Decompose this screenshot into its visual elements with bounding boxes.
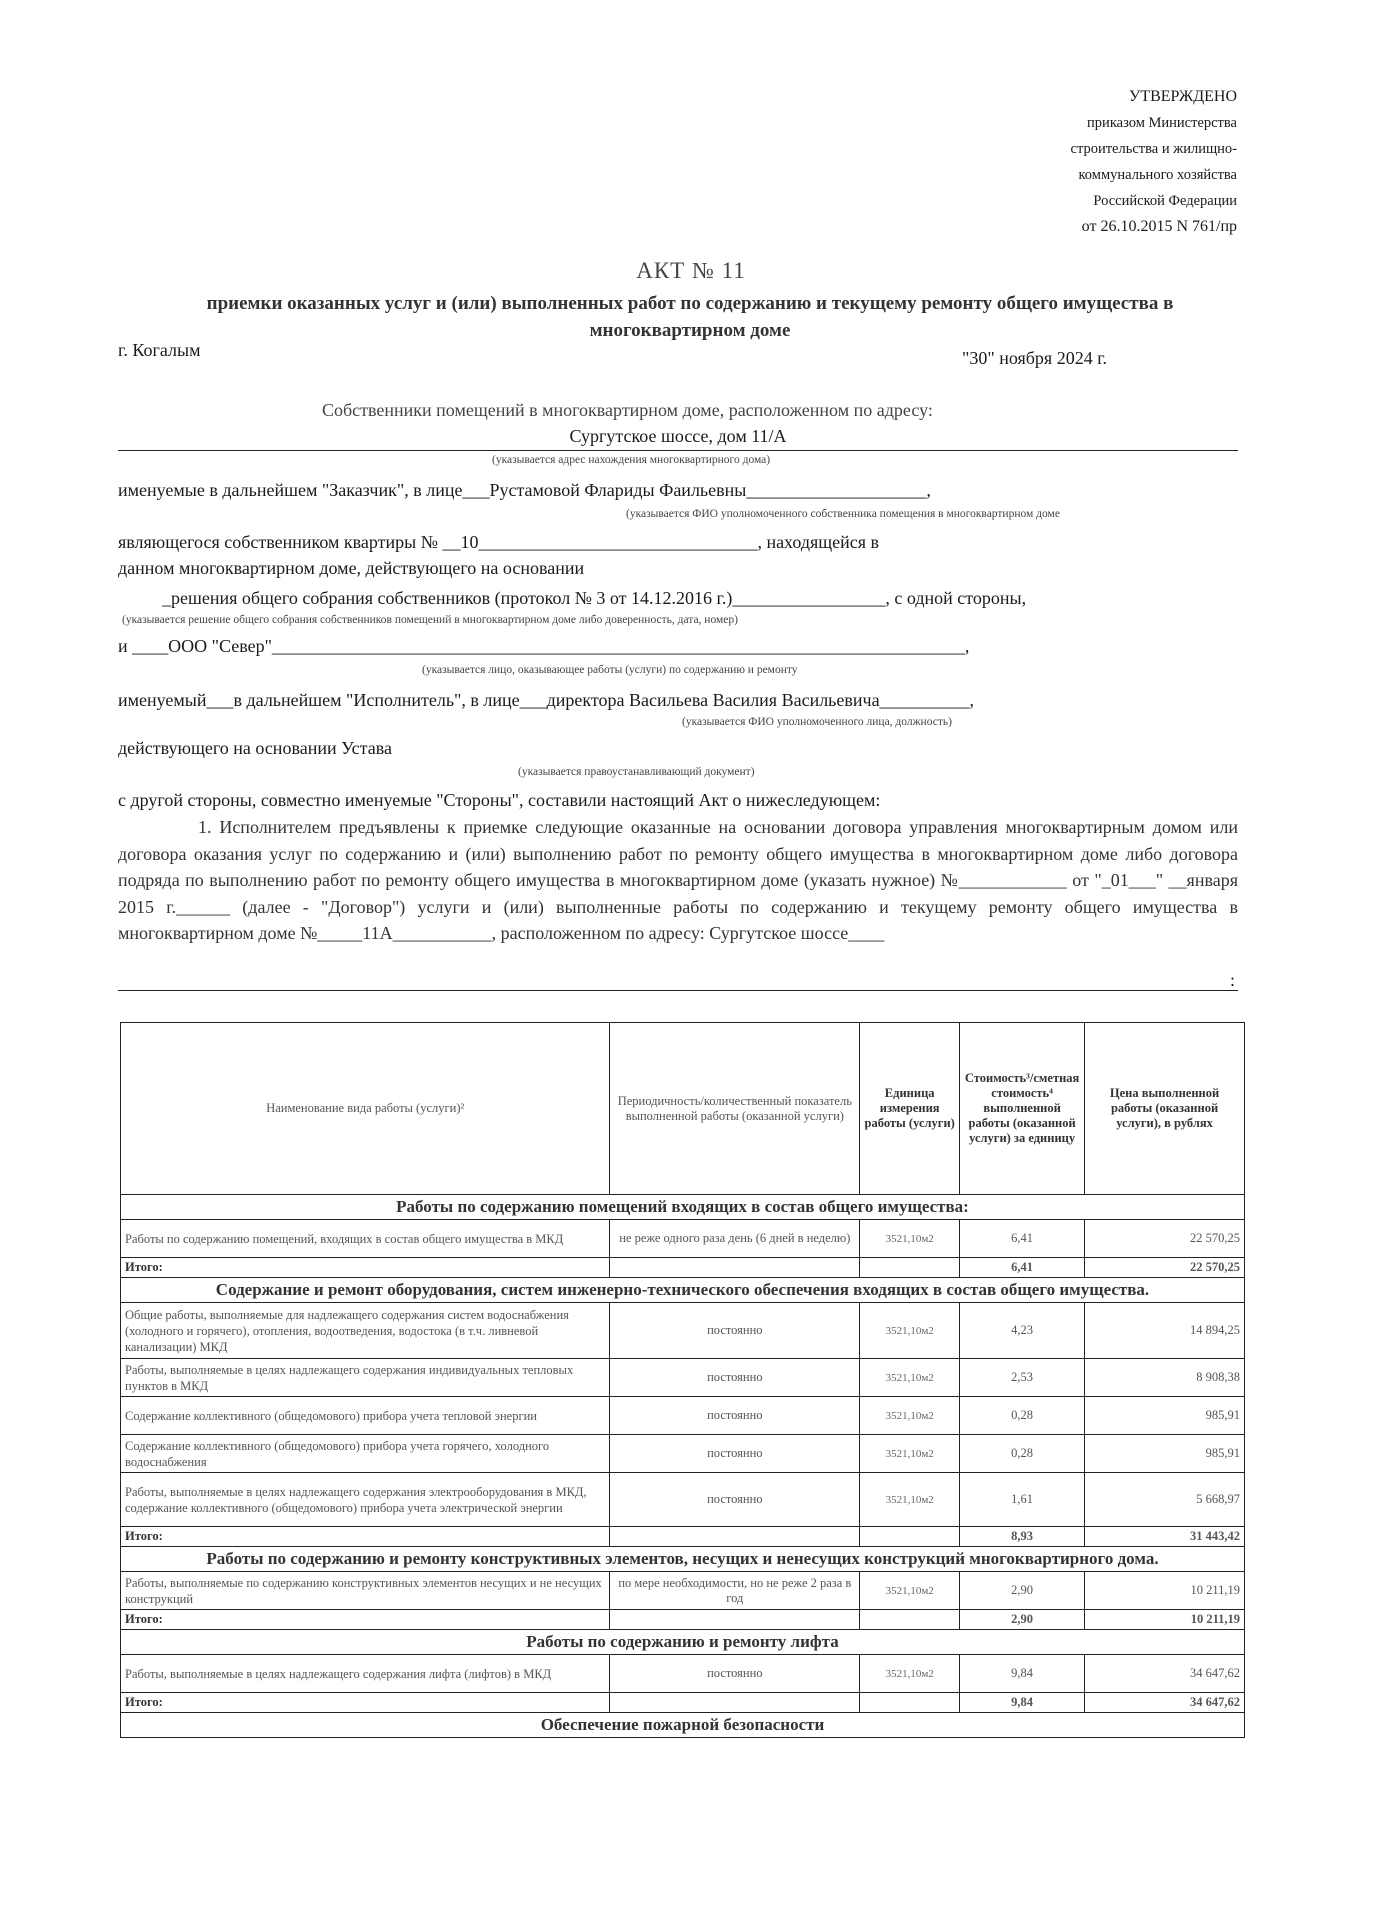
service-unit: 3521,10м2 — [860, 1397, 960, 1435]
header-period: Периодичность/количественный показатель выполненной работы (оказанной услуги) — [610, 1023, 860, 1195]
section-row — [121, 1195, 1245, 1220]
act-date: "30" ноября 2024 г. — [962, 348, 1108, 368]
decision-hint: (указывается решение общего собрания собственников помещений в многоквартирном доме либо доверенность, дата, номер) — [122, 614, 738, 626]
service-name: Содержание коллективного (общедомового) прибора учета тепловой энергии — [121, 1397, 610, 1435]
colon: : — [1230, 970, 1236, 990]
service-cost: 0,28 — [960, 1435, 1085, 1473]
total-empty — [610, 1693, 860, 1713]
service-period: постоянно — [610, 1359, 860, 1397]
approval-line: строительства и жилищно- — [1070, 141, 1237, 157]
total-row — [121, 1527, 1245, 1547]
owner-apartment-line: являющегося собственником квартиры № __10_______________________________, находящейся в — [118, 532, 880, 552]
service-cost: 4,23 — [960, 1303, 1085, 1359]
service-unit: 3521,10м2 — [860, 1359, 960, 1397]
header-name: Наименование вида работы (услуги)² — [121, 1023, 610, 1195]
table-row — [121, 1303, 1245, 1359]
service-unit: 3521,10м2 — [860, 1303, 960, 1359]
table-row — [121, 1359, 1245, 1397]
owners-line: Собственники помещений в многоквартирном доме, расположенном по адресу: — [322, 400, 933, 420]
total-price: 31 443,42 — [1085, 1527, 1245, 1547]
total-label: Итого: — [121, 1693, 610, 1713]
section-title: Работы по содержанию помещений входящих в состав общего имущества: — [121, 1195, 1245, 1220]
section-row — [121, 1547, 1245, 1572]
total-price: 10 211,19 — [1085, 1610, 1245, 1630]
section-row — [121, 1278, 1245, 1303]
service-price: 5 668,97 — [1085, 1473, 1245, 1527]
total-label: Итого: — [121, 1527, 610, 1547]
total-cost: 8,93 — [960, 1527, 1085, 1547]
table-row — [121, 1397, 1245, 1435]
city: г. Когалым — [118, 340, 201, 360]
total-label: Итого: — [121, 1258, 610, 1278]
act-title: АКТ № 11 — [636, 258, 746, 283]
table-row — [121, 1473, 1245, 1527]
approval-stamp — [1071, 84, 1237, 240]
service-unit: 3521,10м2 — [860, 1572, 960, 1610]
total-empty — [860, 1258, 960, 1278]
service-period: постоянно — [610, 1655, 860, 1693]
service-price: 34 647,62 — [1085, 1655, 1245, 1693]
total-empty — [610, 1527, 860, 1547]
total-cost: 9,84 — [960, 1693, 1085, 1713]
total-empty — [610, 1258, 860, 1278]
services-table — [120, 1022, 1245, 1738]
decision-line: _решения общего собрания собственников (протокол № 3 от 14.12.2016 г.)_________________, с одной стороны, — [162, 588, 1027, 608]
table-body — [121, 1195, 1245, 1738]
service-unit: 3521,10м2 — [860, 1220, 960, 1258]
service-price: 985,91 — [1085, 1397, 1245, 1435]
service-price: 10 211,19 — [1085, 1572, 1245, 1610]
total-empty — [860, 1693, 960, 1713]
service-name: Работы, выполняемые по содержанию конструктивных элементов несущих и не несущих конструкций — [121, 1572, 610, 1610]
charter-hint: (указывается правоустанавливающий документ) — [518, 766, 755, 778]
service-cost: 6,41 — [960, 1220, 1085, 1258]
parties-line: с другой стороны, совместно именуемые "Стороны", составили настоящий Акт о нижеследующем: — [118, 790, 881, 810]
charter-line: действующего на основании Устава — [118, 738, 392, 758]
address-field — [118, 426, 1238, 451]
paragraph-1: 1. Исполнителем предъявлены к приемке следующие оказанные на основании договора управления многоквартирным домом или договора оказания услуг по содержанию и (или) выполнению работ по ремонту общего имущества в многоквартирном доме либо договора подряда по выполнению работ по ремонту общего имущества в многоквартирном доме (указать нужное) №____________ от "_01___" __января 2015 г.______ (далее - "Договор") услуги и (или) выполненные работы по содержанию и текущему ремонту общего имущества в многоквартирном доме №_____11А___________, расположенном по адресу: Сургутское шоссе____ — [118, 817, 1238, 943]
total-cost: 2,90 — [960, 1610, 1085, 1630]
total-price: 22 570,25 — [1085, 1258, 1245, 1278]
section-row — [121, 1630, 1245, 1655]
service-period: постоянно — [610, 1303, 860, 1359]
service-price: 14 894,25 — [1085, 1303, 1245, 1359]
total-row — [121, 1693, 1245, 1713]
approval-title: УТВЕРЖДЕНО — [1128, 88, 1237, 105]
service-period: по мере необходимости, но не реже 2 раза в год — [610, 1572, 860, 1610]
section-title: Работы по содержанию и ремонту конструктивных элементов, несущих и ненесущих конструкций многоквартирного дома. — [121, 1547, 1245, 1572]
service-unit: 3521,10м2 — [860, 1655, 960, 1693]
total-empty — [610, 1610, 860, 1630]
basis-line: данном многоквартирном доме, действующего на основании — [118, 558, 585, 578]
table-row — [121, 1435, 1245, 1473]
approval-order: от 26.10.2015 N 761/пр — [1081, 218, 1237, 235]
service-period: постоянно — [610, 1435, 860, 1473]
service-cost: 1,61 — [960, 1473, 1085, 1527]
service-name: Работы по содержанию помещений, входящих в состав общего имущества в МКД — [121, 1220, 610, 1258]
customer-line: именуемые в дальнейшем "Заказчик", в лице___Рустамовой Флариды Фаильевны____________________, — [118, 480, 931, 500]
address-hint: (указывается адрес нахождения многоквартирного дома) — [492, 454, 771, 466]
address-continuation-line — [118, 990, 1238, 991]
header-unit: Единица измерения работы (услуги) — [860, 1023, 960, 1195]
service-name: Работы, выполняемые в целях надлежащего содержания лифта (лифтов) в МКД — [121, 1655, 610, 1693]
approval-line: приказом Министерства — [1087, 115, 1237, 131]
total-cost: 6,41 — [960, 1258, 1085, 1278]
executor-line: именуемый___в дальнейшем "Исполнитель", в лице___директора Васильева Василия Васильевича__________, — [118, 690, 975, 710]
table-header-row — [121, 1023, 1245, 1195]
executor-hint: (указывается ФИО уполномоченного лица, должность) — [682, 716, 952, 728]
table-row — [121, 1220, 1245, 1258]
section-title: Обеспечение пожарной безопасности — [121, 1713, 1245, 1738]
customer-hint: (указывается ФИО уполномоченного собственника помещения в многоквартирном доме — [626, 508, 1060, 520]
service-price: 985,91 — [1085, 1435, 1245, 1473]
service-cost: 2,53 — [960, 1359, 1085, 1397]
header-cost: Стоимость³/сметная стоимость⁴ выполненной работы (оказанной услуги) за единицу — [960, 1023, 1085, 1195]
section-title: Работы по содержанию и ремонту лифта — [121, 1630, 1245, 1655]
total-price: 34 647,62 — [1085, 1693, 1245, 1713]
service-cost: 2,90 — [960, 1572, 1085, 1610]
total-row — [121, 1258, 1245, 1278]
address-value: Сургутское шоссе, дом 11/А — [569, 426, 787, 446]
section-row — [121, 1713, 1245, 1738]
service-period: не реже одного раза день (6 дней в неделю) — [610, 1220, 860, 1258]
contractor-line: и ____ООО "Север"_____________________________________________________________________________, — [118, 636, 970, 656]
service-period: постоянно — [610, 1473, 860, 1527]
header-price: Цена выполненной работы (оказанной услуги), в рублях — [1085, 1023, 1245, 1195]
approval-line: Российской Федерации — [1093, 193, 1237, 209]
total-row — [121, 1610, 1245, 1630]
service-price: 8 908,38 — [1085, 1359, 1245, 1397]
service-period: постоянно — [610, 1397, 860, 1435]
service-price: 22 570,25 — [1085, 1220, 1245, 1258]
table-row — [121, 1572, 1245, 1610]
section-title: Содержание и ремонт оборудования, систем инженерно-технического обеспечения входящих в состав общего имущества. — [121, 1278, 1245, 1303]
contractor-hint: (указывается лицо, оказывающее работы (услуги) по содержанию и ремонту — [422, 664, 798, 676]
service-name: Работы, выполняемые в целях надлежащего содержания индивидуальных тепловых пунктов в МКД — [121, 1359, 610, 1397]
act-subtitle: приемки оказанных услуг и (или) выполненных работ по содержанию и текущему ремонту общего имущества в многоквартирном доме — [206, 293, 1174, 341]
service-unit: 3521,10м2 — [860, 1435, 960, 1473]
table-row — [121, 1655, 1245, 1693]
service-cost: 9,84 — [960, 1655, 1085, 1693]
service-cost: 0,28 — [960, 1397, 1085, 1435]
total-label: Итого: — [121, 1610, 610, 1630]
total-empty — [860, 1610, 960, 1630]
service-name: Работы, выполняемые в целях надлежащего содержания электрооборудования в МКД, содержание коллективного (общедомового) прибора учета электрической энергии — [121, 1473, 610, 1527]
approval-line: коммунального хозяйства — [1078, 167, 1237, 183]
total-empty — [860, 1527, 960, 1547]
service-name: Содержание коллективного (общедомового) прибора учета горячего, холодного водоснабжения — [121, 1435, 610, 1473]
service-name: Общие работы, выполняемые для надлежащего содержания систем водоснабжения (холодного и горячего), отопления, водоотведения, водостока (в т.ч. ливневой канализации) МКД — [121, 1303, 610, 1359]
service-unit: 3521,10м2 — [860, 1473, 960, 1527]
